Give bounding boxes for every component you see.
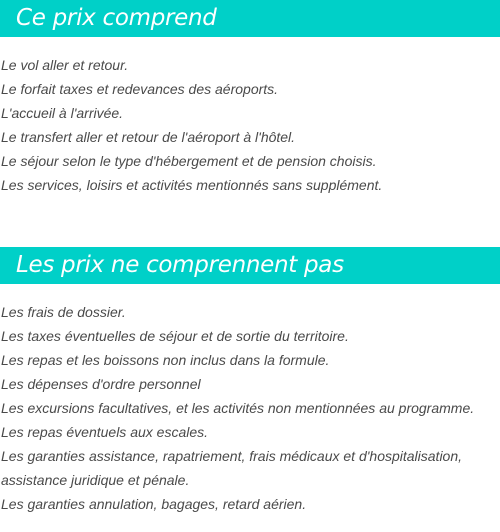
list-item: Les dépenses d'ordre personnel — [1, 376, 201, 392]
list-item: Les taxes éventuelles de séjour et de sortie du territoire. — [1, 328, 349, 344]
excludes-list — [1, 300, 496, 516]
section-header-excludes — [0, 247, 500, 284]
list-item: Les garanties annulation, bagages, retard aérien. — [1, 496, 307, 512]
section-header-includes — [0, 0, 500, 37]
list-item: Les repas et les boissons non inclus dans la formule. — [1, 352, 330, 368]
list-item: Les frais de dossier. — [1, 304, 126, 320]
list-item: Les services, loisirs et activités mentionnés sans supplément. — [1, 177, 383, 193]
list-item: L'accueil à l'arrivée. — [1, 105, 124, 121]
section-title-includes: Ce prix comprend — [16, 5, 217, 31]
section-title-excludes: Les prix ne comprennent pas — [16, 252, 344, 278]
includes-list — [1, 53, 496, 197]
list-item: Le séjour selon le type d'hébergement et de pension choisis. — [1, 153, 377, 169]
list-item: Les garanties assistance, rapatriement, frais médicaux et d'hospitalisation, assistance juridique et pénale. — [1, 448, 463, 488]
list-item: Les repas éventuels aux escales. — [1, 424, 209, 440]
list-item: Le forfait taxes et redevances des aéroports. — [1, 81, 279, 97]
list-item: Le transfert aller et retour de l'aéroport à l'hôtel. — [1, 129, 296, 145]
list-item: Le vol aller et retour. — [1, 57, 129, 73]
list-item: Les excursions facultatives, et les activités non mentionnées au programme. — [1, 400, 475, 416]
